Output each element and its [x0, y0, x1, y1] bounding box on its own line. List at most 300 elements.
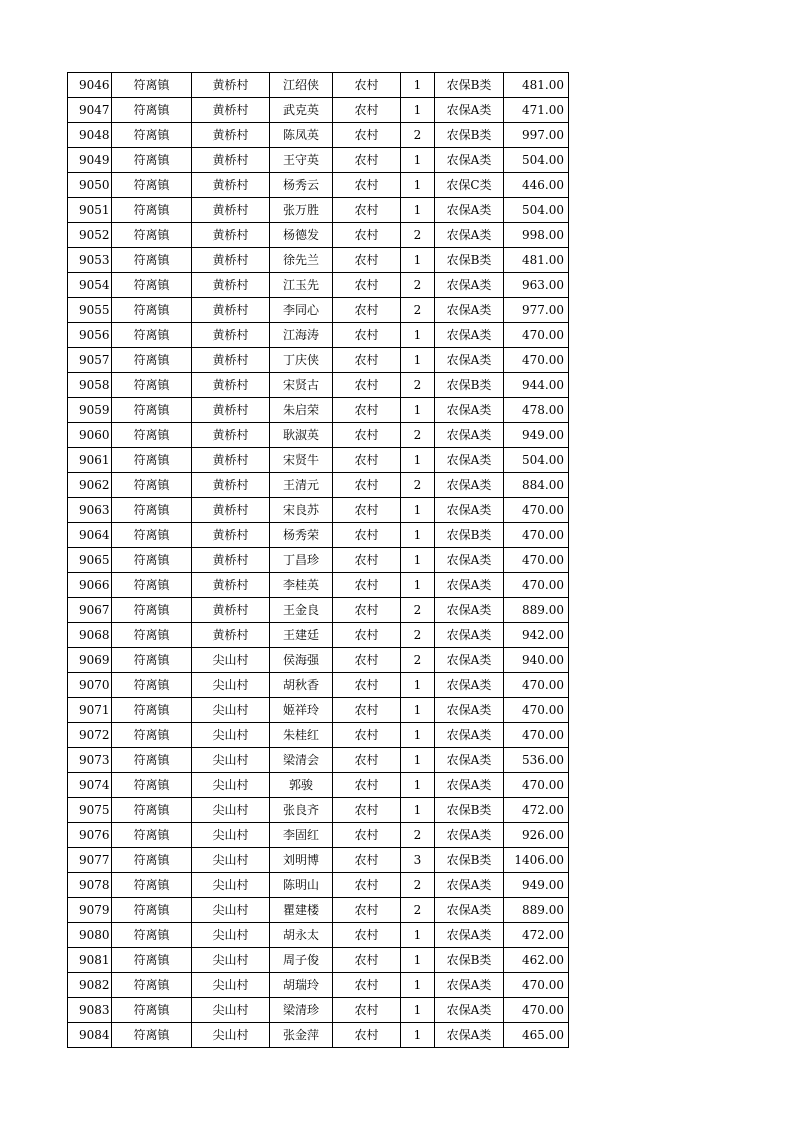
name-cell: 胡永太 — [270, 923, 333, 948]
household-type-cell: 农村 — [333, 273, 401, 298]
village-cell: 黄桥村 — [192, 173, 270, 198]
member-count-cell: 2 — [401, 823, 435, 848]
amount-cell: 889.00 — [504, 598, 569, 623]
member-count-cell: 2 — [401, 273, 435, 298]
village-cell: 尖山村 — [192, 923, 270, 948]
town-cell: 符离镇 — [112, 923, 192, 948]
name-cell: 姬祥玲 — [270, 698, 333, 723]
village-cell: 黄桥村 — [192, 523, 270, 548]
record-number-cell: 9076 — [68, 823, 112, 848]
village-cell: 尖山村 — [192, 773, 270, 798]
village-cell: 尖山村 — [192, 948, 270, 973]
member-count-cell: 1 — [401, 98, 435, 123]
amount-cell: 536.00 — [504, 748, 569, 773]
household-type-cell: 农村 — [333, 798, 401, 823]
record-number-cell: 9060 — [68, 423, 112, 448]
town-cell: 符离镇 — [112, 1023, 192, 1048]
insurance-category-cell: 农保A类 — [435, 923, 504, 948]
insurance-category-cell: 农保A类 — [435, 198, 504, 223]
amount-cell: 470.00 — [504, 323, 569, 348]
member-count-cell: 1 — [401, 698, 435, 723]
name-cell: 宋贤古 — [270, 373, 333, 398]
member-count-cell: 2 — [401, 898, 435, 923]
member-count-cell: 1 — [401, 173, 435, 198]
amount-cell: 481.00 — [504, 73, 569, 98]
household-type-cell: 农村 — [333, 198, 401, 223]
town-cell: 符离镇 — [112, 998, 192, 1023]
household-type-cell: 农村 — [333, 923, 401, 948]
member-count-cell: 1 — [401, 773, 435, 798]
town-cell: 符离镇 — [112, 348, 192, 373]
town-cell: 符离镇 — [112, 473, 192, 498]
amount-cell: 470.00 — [504, 773, 569, 798]
town-cell: 符离镇 — [112, 698, 192, 723]
amount-cell: 470.00 — [504, 548, 569, 573]
town-cell: 符离镇 — [112, 198, 192, 223]
town-cell: 符离镇 — [112, 373, 192, 398]
town-cell: 符离镇 — [112, 498, 192, 523]
village-cell: 黄桥村 — [192, 623, 270, 648]
town-cell: 符离镇 — [112, 948, 192, 973]
village-cell: 尖山村 — [192, 998, 270, 1023]
village-cell: 黄桥村 — [192, 373, 270, 398]
table-row — [68, 698, 569, 723]
insurance-category-cell: 农保A类 — [435, 748, 504, 773]
town-cell: 符离镇 — [112, 973, 192, 998]
household-type-cell: 农村 — [333, 648, 401, 673]
member-count-cell: 2 — [401, 373, 435, 398]
insurance-category-cell: 农保A类 — [435, 223, 504, 248]
insurance-category-cell: 农保B类 — [435, 123, 504, 148]
amount-cell: 504.00 — [504, 148, 569, 173]
record-number-cell: 9059 — [68, 398, 112, 423]
town-cell: 符离镇 — [112, 623, 192, 648]
table-row — [68, 548, 569, 573]
town-cell: 符离镇 — [112, 523, 192, 548]
insurance-category-cell: 农保B类 — [435, 948, 504, 973]
name-cell: 李固红 — [270, 823, 333, 848]
name-cell: 李同心 — [270, 298, 333, 323]
insurance-category-cell: 农保A类 — [435, 623, 504, 648]
insurance-category-cell: 农保A类 — [435, 723, 504, 748]
household-type-cell: 农村 — [333, 523, 401, 548]
household-type-cell: 农村 — [333, 898, 401, 923]
village-cell: 黄桥村 — [192, 98, 270, 123]
town-cell: 符离镇 — [112, 148, 192, 173]
table-row — [68, 123, 569, 148]
insurance-category-cell: 农保A类 — [435, 298, 504, 323]
table-row — [68, 223, 569, 248]
insurance-category-cell: 农保A类 — [435, 473, 504, 498]
insurance-category-cell: 农保A类 — [435, 548, 504, 573]
table-row — [68, 523, 569, 548]
town-cell: 符离镇 — [112, 848, 192, 873]
town-cell: 符离镇 — [112, 323, 192, 348]
record-number-cell: 9071 — [68, 698, 112, 723]
household-type-cell: 农村 — [333, 123, 401, 148]
village-cell: 黄桥村 — [192, 548, 270, 573]
record-number-cell: 9049 — [68, 148, 112, 173]
record-number-cell: 9074 — [68, 773, 112, 798]
insurance-category-cell: 农保A类 — [435, 98, 504, 123]
town-cell: 符离镇 — [112, 173, 192, 198]
amount-cell: 472.00 — [504, 798, 569, 823]
member-count-cell: 2 — [401, 223, 435, 248]
member-count-cell: 2 — [401, 873, 435, 898]
insurance-category-cell: 农保A类 — [435, 148, 504, 173]
member-count-cell: 1 — [401, 348, 435, 373]
name-cell: 陈明山 — [270, 873, 333, 898]
name-cell: 武克英 — [270, 98, 333, 123]
record-number-cell: 9070 — [68, 673, 112, 698]
record-number-cell: 9046 — [68, 73, 112, 98]
table-row — [68, 773, 569, 798]
member-count-cell: 2 — [401, 473, 435, 498]
household-type-cell: 农村 — [333, 398, 401, 423]
town-cell: 符离镇 — [112, 398, 192, 423]
name-cell: 郭骏 — [270, 773, 333, 798]
member-count-cell: 1 — [401, 323, 435, 348]
record-number-cell: 9048 — [68, 123, 112, 148]
record-number-cell: 9068 — [68, 623, 112, 648]
name-cell: 侯海强 — [270, 648, 333, 673]
village-cell: 尖山村 — [192, 798, 270, 823]
table-row — [68, 148, 569, 173]
village-cell: 黄桥村 — [192, 273, 270, 298]
village-cell: 黄桥村 — [192, 423, 270, 448]
household-type-cell: 农村 — [333, 448, 401, 473]
record-number-cell: 9053 — [68, 248, 112, 273]
name-cell: 江海涛 — [270, 323, 333, 348]
insurance-category-cell: 农保B类 — [435, 248, 504, 273]
town-cell: 符离镇 — [112, 798, 192, 823]
table-row — [68, 323, 569, 348]
village-cell: 尖山村 — [192, 848, 270, 873]
table-row — [68, 623, 569, 648]
town-cell: 符离镇 — [112, 773, 192, 798]
name-cell: 江玉先 — [270, 273, 333, 298]
amount-cell: 926.00 — [504, 823, 569, 848]
name-cell: 宋贤牛 — [270, 448, 333, 473]
insurance-category-cell: 农保B类 — [435, 73, 504, 98]
member-count-cell: 1 — [401, 498, 435, 523]
table-row — [68, 573, 569, 598]
insurance-category-cell: 农保A类 — [435, 323, 504, 348]
village-cell: 尖山村 — [192, 673, 270, 698]
record-number-cell: 9067 — [68, 598, 112, 623]
amount-cell: 470.00 — [504, 998, 569, 1023]
household-type-cell: 农村 — [333, 698, 401, 723]
member-count-cell: 1 — [401, 948, 435, 973]
amount-cell: 470.00 — [504, 973, 569, 998]
amount-cell: 977.00 — [504, 298, 569, 323]
member-count-cell: 1 — [401, 448, 435, 473]
name-cell: 丁昌珍 — [270, 548, 333, 573]
name-cell: 胡秋香 — [270, 673, 333, 698]
village-cell: 尖山村 — [192, 748, 270, 773]
member-count-cell: 3 — [401, 848, 435, 873]
name-cell: 徐先兰 — [270, 248, 333, 273]
town-cell: 符离镇 — [112, 648, 192, 673]
member-count-cell: 1 — [401, 723, 435, 748]
record-number-cell: 9080 — [68, 923, 112, 948]
member-count-cell: 1 — [401, 248, 435, 273]
member-count-cell: 1 — [401, 73, 435, 98]
record-number-cell: 9079 — [68, 898, 112, 923]
table-row — [68, 848, 569, 873]
record-number-cell: 9050 — [68, 173, 112, 198]
record-number-cell: 9064 — [68, 523, 112, 548]
relief-roster-table — [67, 72, 569, 1048]
insurance-category-cell: 农保A类 — [435, 598, 504, 623]
household-type-cell: 农村 — [333, 498, 401, 523]
insurance-category-cell: 农保A类 — [435, 448, 504, 473]
record-number-cell: 9061 — [68, 448, 112, 473]
amount-cell: 942.00 — [504, 623, 569, 648]
town-cell: 符离镇 — [112, 73, 192, 98]
member-count-cell: 1 — [401, 198, 435, 223]
town-cell: 符离镇 — [112, 573, 192, 598]
table-row — [68, 448, 569, 473]
table-row — [68, 598, 569, 623]
insurance-category-cell: 农保A类 — [435, 773, 504, 798]
village-cell: 黄桥村 — [192, 598, 270, 623]
town-cell: 符离镇 — [112, 273, 192, 298]
member-count-cell: 1 — [401, 573, 435, 598]
household-type-cell: 农村 — [333, 148, 401, 173]
member-count-cell: 1 — [401, 998, 435, 1023]
village-cell: 黄桥村 — [192, 323, 270, 348]
town-cell: 符离镇 — [112, 873, 192, 898]
name-cell: 朱桂红 — [270, 723, 333, 748]
household-type-cell: 农村 — [333, 848, 401, 873]
village-cell: 尖山村 — [192, 698, 270, 723]
amount-cell: 471.00 — [504, 98, 569, 123]
member-count-cell: 1 — [401, 798, 435, 823]
name-cell: 耿淑英 — [270, 423, 333, 448]
amount-cell: 889.00 — [504, 898, 569, 923]
insurance-category-cell: 农保A类 — [435, 348, 504, 373]
town-cell: 符离镇 — [112, 123, 192, 148]
village-cell: 尖山村 — [192, 823, 270, 848]
table-row — [68, 798, 569, 823]
record-number-cell: 9054 — [68, 273, 112, 298]
town-cell: 符离镇 — [112, 423, 192, 448]
amount-cell: 963.00 — [504, 273, 569, 298]
record-number-cell: 9062 — [68, 473, 112, 498]
household-type-cell: 农村 — [333, 623, 401, 648]
insurance-category-cell: 农保A类 — [435, 273, 504, 298]
table-row — [68, 673, 569, 698]
table-row — [68, 348, 569, 373]
household-type-cell: 农村 — [333, 98, 401, 123]
insurance-category-cell: 农保A类 — [435, 648, 504, 673]
insurance-category-cell: 农保A类 — [435, 873, 504, 898]
name-cell: 朱启荣 — [270, 398, 333, 423]
name-cell: 李桂英 — [270, 573, 333, 598]
town-cell: 符离镇 — [112, 548, 192, 573]
member-count-cell: 1 — [401, 148, 435, 173]
amount-cell: 472.00 — [504, 923, 569, 948]
table-row — [68, 498, 569, 523]
table-body — [68, 73, 569, 1048]
insurance-category-cell: 农保A类 — [435, 1023, 504, 1048]
village-cell: 黄桥村 — [192, 298, 270, 323]
town-cell: 符离镇 — [112, 298, 192, 323]
town-cell: 符离镇 — [112, 823, 192, 848]
insurance-category-cell: 农保A类 — [435, 573, 504, 598]
insurance-category-cell: 农保A类 — [435, 973, 504, 998]
amount-cell: 949.00 — [504, 423, 569, 448]
record-number-cell: 9051 — [68, 198, 112, 223]
member-count-cell: 2 — [401, 298, 435, 323]
record-number-cell: 9078 — [68, 873, 112, 898]
amount-cell: 481.00 — [504, 248, 569, 273]
record-number-cell: 9052 — [68, 223, 112, 248]
insurance-category-cell: 农保A类 — [435, 398, 504, 423]
table-row — [68, 973, 569, 998]
table-row — [68, 1023, 569, 1048]
village-cell: 尖山村 — [192, 973, 270, 998]
household-type-cell: 农村 — [333, 348, 401, 373]
amount-cell: 504.00 — [504, 198, 569, 223]
member-count-cell: 1 — [401, 673, 435, 698]
insurance-category-cell: 农保B类 — [435, 798, 504, 823]
amount-cell: 462.00 — [504, 948, 569, 973]
village-cell: 尖山村 — [192, 873, 270, 898]
record-number-cell: 9072 — [68, 723, 112, 748]
household-type-cell: 农村 — [333, 1023, 401, 1048]
household-type-cell: 农村 — [333, 823, 401, 848]
amount-cell: 465.00 — [504, 1023, 569, 1048]
table-row — [68, 723, 569, 748]
member-count-cell: 1 — [401, 548, 435, 573]
household-type-cell: 农村 — [333, 423, 401, 448]
table-row — [68, 473, 569, 498]
name-cell: 瞿建楼 — [270, 898, 333, 923]
member-count-cell: 2 — [401, 648, 435, 673]
name-cell: 刘明博 — [270, 848, 333, 873]
member-count-cell: 2 — [401, 123, 435, 148]
table-row — [68, 398, 569, 423]
table-row — [68, 298, 569, 323]
record-number-cell: 9081 — [68, 948, 112, 973]
village-cell: 黄桥村 — [192, 248, 270, 273]
name-cell: 杨秀荣 — [270, 523, 333, 548]
town-cell: 符离镇 — [112, 223, 192, 248]
name-cell: 梁清会 — [270, 748, 333, 773]
record-number-cell: 9065 — [68, 548, 112, 573]
insurance-category-cell: 农保B类 — [435, 523, 504, 548]
member-count-cell: 1 — [401, 1023, 435, 1048]
amount-cell: 949.00 — [504, 873, 569, 898]
amount-cell: 940.00 — [504, 648, 569, 673]
table-row — [68, 198, 569, 223]
town-cell: 符离镇 — [112, 248, 192, 273]
member-count-cell: 2 — [401, 423, 435, 448]
amount-cell: 470.00 — [504, 348, 569, 373]
amount-cell: 998.00 — [504, 223, 569, 248]
household-type-cell: 农村 — [333, 973, 401, 998]
name-cell: 胡瑞玲 — [270, 973, 333, 998]
table-row — [68, 648, 569, 673]
town-cell: 符离镇 — [112, 673, 192, 698]
table-row — [68, 898, 569, 923]
table-row — [68, 423, 569, 448]
record-number-cell: 9063 — [68, 498, 112, 523]
amount-cell: 470.00 — [504, 498, 569, 523]
amount-cell: 470.00 — [504, 573, 569, 598]
name-cell: 王建廷 — [270, 623, 333, 648]
record-number-cell: 9066 — [68, 573, 112, 598]
amount-cell: 1406.00 — [504, 848, 569, 873]
record-number-cell: 9082 — [68, 973, 112, 998]
household-type-cell: 农村 — [333, 73, 401, 98]
village-cell: 黄桥村 — [192, 123, 270, 148]
table-row — [68, 823, 569, 848]
name-cell: 梁清珍 — [270, 998, 333, 1023]
household-type-cell: 农村 — [333, 548, 401, 573]
record-number-cell: 9058 — [68, 373, 112, 398]
name-cell: 杨德发 — [270, 223, 333, 248]
household-type-cell: 农村 — [333, 298, 401, 323]
amount-cell: 470.00 — [504, 698, 569, 723]
name-cell: 张金萍 — [270, 1023, 333, 1048]
member-count-cell: 1 — [401, 398, 435, 423]
village-cell: 黄桥村 — [192, 573, 270, 598]
amount-cell: 884.00 — [504, 473, 569, 498]
member-count-cell: 1 — [401, 973, 435, 998]
town-cell: 符离镇 — [112, 748, 192, 773]
name-cell: 丁庆侠 — [270, 348, 333, 373]
name-cell: 张万胜 — [270, 198, 333, 223]
record-number-cell: 9069 — [68, 648, 112, 673]
name-cell: 王金良 — [270, 598, 333, 623]
amount-cell: 446.00 — [504, 173, 569, 198]
town-cell: 符离镇 — [112, 598, 192, 623]
village-cell: 尖山村 — [192, 723, 270, 748]
insurance-category-cell: 农保A类 — [435, 698, 504, 723]
village-cell: 尖山村 — [192, 898, 270, 923]
household-type-cell: 农村 — [333, 223, 401, 248]
amount-cell: 470.00 — [504, 673, 569, 698]
insurance-category-cell: 农保A类 — [435, 423, 504, 448]
record-number-cell: 9083 — [68, 998, 112, 1023]
name-cell: 杨秀云 — [270, 173, 333, 198]
village-cell: 尖山村 — [192, 1023, 270, 1048]
table-row — [68, 873, 569, 898]
amount-cell: 504.00 — [504, 448, 569, 473]
household-type-cell: 农村 — [333, 873, 401, 898]
table-row — [68, 173, 569, 198]
household-type-cell: 农村 — [333, 598, 401, 623]
table-row — [68, 998, 569, 1023]
village-cell: 黄桥村 — [192, 473, 270, 498]
household-type-cell: 农村 — [333, 473, 401, 498]
household-type-cell: 农村 — [333, 248, 401, 273]
table-row — [68, 373, 569, 398]
household-type-cell: 农村 — [333, 948, 401, 973]
household-type-cell: 农村 — [333, 673, 401, 698]
town-cell: 符离镇 — [112, 98, 192, 123]
household-type-cell: 农村 — [333, 573, 401, 598]
table-row — [68, 98, 569, 123]
table-row — [68, 923, 569, 948]
amount-cell: 944.00 — [504, 373, 569, 398]
record-number-cell: 9077 — [68, 848, 112, 873]
household-type-cell: 农村 — [333, 373, 401, 398]
household-type-cell: 农村 — [333, 773, 401, 798]
